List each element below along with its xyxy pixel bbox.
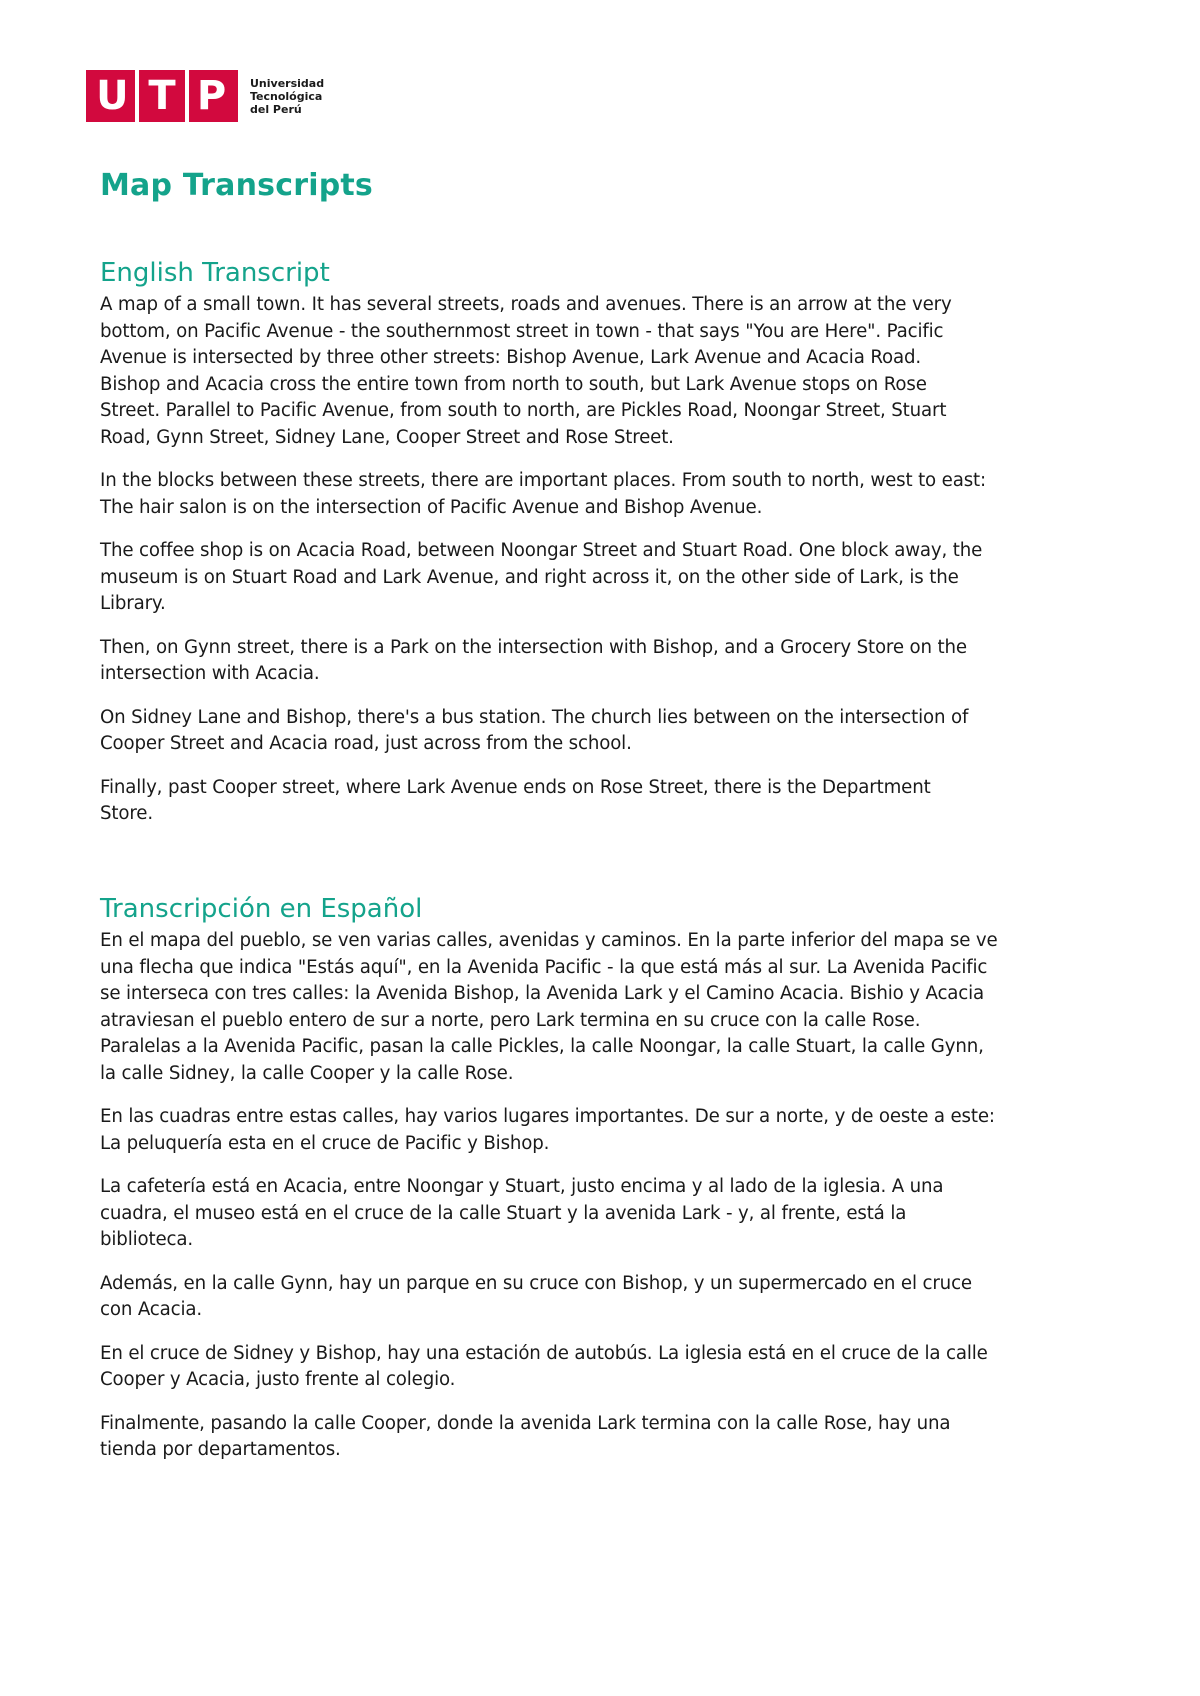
english-transcript-section: [100, 256, 1050, 845]
transcript-paragraph: En el mapa del pueblo, se ven varias calles, avenidas y caminos. En la parte inferior del mapa se ve una flecha que indica "Estás aquí", en la Avenida Pacific - la que está más al sur. La Avenida Pacific se interseca con tres calles: la Avenida Bishop, la Avenida Lark y el Camino Acacia. Bishio y Acacia atraviesan el pueblo entero de sur a norte, pero Lark termina en su cruce con la calle Rose. Paralelas a la Avenida Pacific, pasan la calle Pickles, la calle Noongar, la calle Stuart, la calle Gynn, la calle Sidney, la calle Cooper y la calle Rose.: [100, 930, 998, 1084]
transcript-paragraph: In the blocks between these streets, there are important places. From south to north, west to east: The hair salon is on the intersection of Pacific Avenue and Bishop Avenue.: [100, 470, 986, 518]
transcript-paragraph: Then, on Gynn street, there is a Park on the intersection with Bishop, and a Grocery Store on the intersection with Acacia.: [100, 636, 967, 684]
logo-divider: [135, 70, 139, 122]
transcript-paragraph: La cafetería está en Acacia, entre Noongar y Stuart, justo encima y al lado de la iglesia. A una cuadra, el museo está en el cruce de la calle Stuart y la avenida Lark - y, al frente, está la biblioteca.: [100, 1176, 944, 1250]
document-title: Map Transcripts: [100, 168, 373, 203]
english-transcript-heading: English Transcript: [100, 258, 330, 288]
transcript-paragraph: On Sidney Lane and Bishop, there's a bus station. The church lies between on the intersection of Cooper Street and Acacia road, just across from the school.: [100, 706, 969, 754]
logo-name-line: del Perú: [250, 102, 302, 116]
logo-institution-name: [250, 77, 324, 116]
transcript-paragraph: The coffee shop is on Acacia Road, between Noongar Street and Stuart Road. One block away, the museum is on Stuart Road and Lark Avenue, and right across it, on the other side of Lark, is the Library.: [100, 540, 983, 614]
transcript-paragraph: Finally, past Cooper street, where Lark Avenue ends on Rose Street, there is the Department Store.: [100, 776, 931, 824]
logo-letter-p: P: [196, 73, 227, 119]
logo-name-line: Tecnológica: [250, 89, 323, 103]
logo-mark: [86, 70, 238, 122]
spanish-transcript-section: [100, 892, 1050, 1481]
transcript-paragraph: Además, en la calle Gynn, hay un parque en su cruce con Bishop, y un supermercado en el cruce con Acacia.: [100, 1272, 972, 1320]
transcript-paragraph: A map of a small town. It has several streets, roads and avenues. There is an arrow at the very bottom, on Pacific Avenue - the southernmost street in town - that says "You are Here". Pacific Avenue is intersected by three other streets: Bishop Avenue, Lark Avenue and Acacia Road. Bishop and Acacia cross the entire town from north to south, but Lark Avenue stops on Rose Street. Parallel to Pacific Avenue, from south to north, are Pickles Road, Noongar Street, Stuart Road, Gynn Street, Sidney Lane, Cooper Street and Rose Street.: [100, 294, 952, 448]
transcript-paragraph: Finalmente, pasando la calle Cooper, donde la avenida Lark termina con la calle Rose, hay una tienda por departamentos.: [100, 1412, 951, 1460]
logo-divider: [185, 70, 189, 122]
utp-logo: [86, 70, 324, 122]
spanish-transcript-heading: Transcripción en Español: [100, 894, 423, 924]
logo-name-line: Universidad: [250, 76, 325, 90]
transcript-paragraph: En las cuadras entre estas calles, hay varios lugares importantes. De sur a norte, y de oeste a este: La peluquería esta en el cruce de Pacific y Bishop.: [100, 1106, 995, 1154]
logo-letter-t: T: [148, 73, 176, 119]
logo-letter-u: U: [96, 73, 129, 119]
transcript-paragraph: En el cruce de Sidney y Bishop, hay una estación de autobús. La iglesia está en el cruce de la calle Cooper y Acacia, justo frente al colegio.: [100, 1342, 988, 1390]
